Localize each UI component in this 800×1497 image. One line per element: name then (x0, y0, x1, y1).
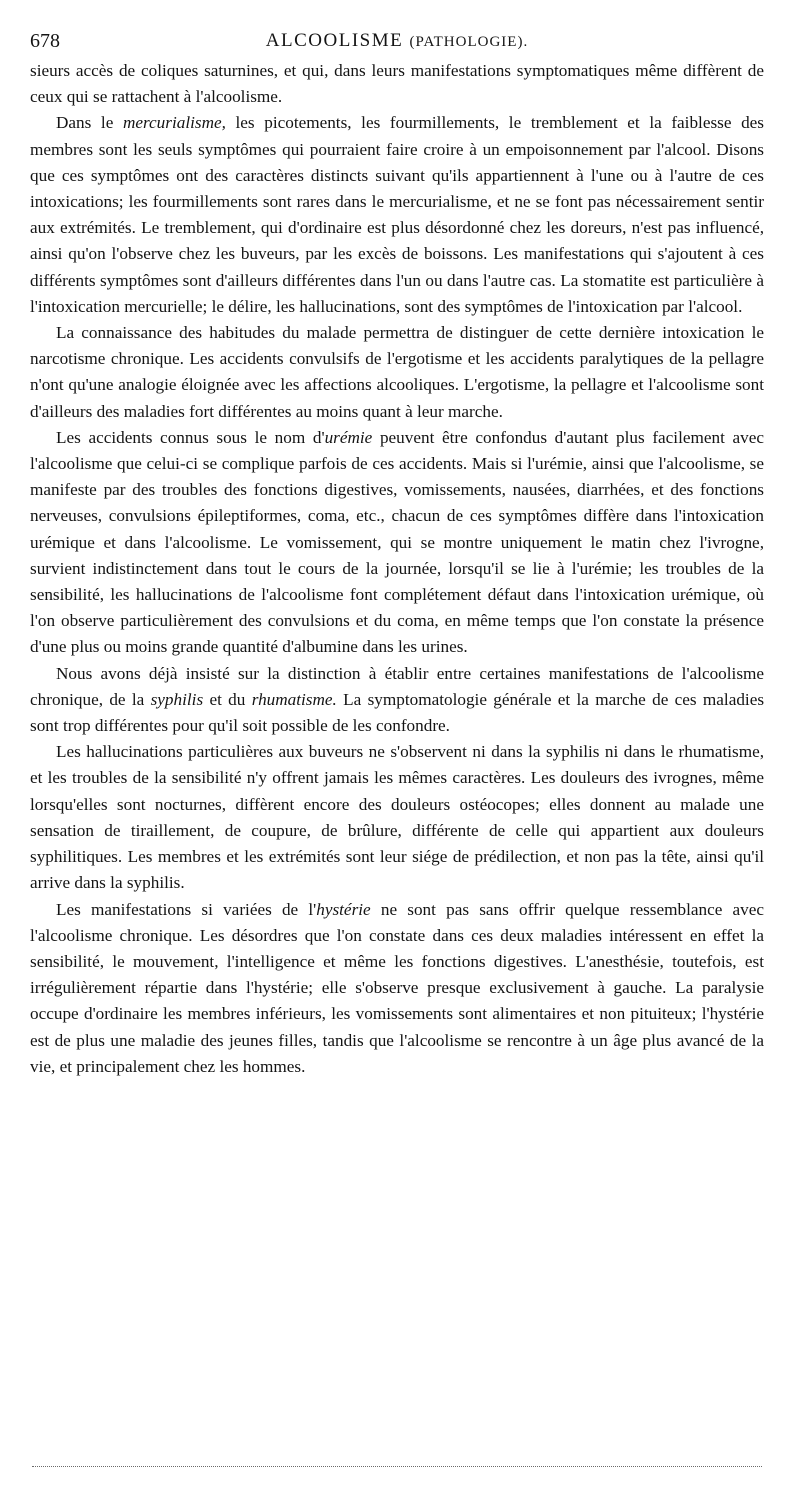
paragraph-hallucinations (30, 739, 764, 896)
italic-term-uremie: urémie (324, 427, 373, 447)
italic-term-hysterie: hystérie (316, 899, 371, 919)
paragraph-mercurialisme (30, 110, 764, 320)
paragraph-1 (30, 58, 764, 110)
text-span: peuvent être confondus d'autant plus facilement avec l'alcoolisme que celui-ci se complique parfois de ces accidents. Mais si l'urémie, ainsi que l'alcoolisme, se manifeste par des troubles des fonctions digestives, vomissements, nausées, diarrhées, et des fonctions nerveuses, convulsions épileptiformes, coma, etc., chacun de ces symptômes diffère dans l'intoxication urémique et dans l'alcoolisme. Le vomissement, qui se montre uniquement le matin chez l'ivrogne, survient indistinctement dans tout le cours de la journée, lorsqu'il se lie à l'urémie; les troubles de la sensibilité, les hallucinations de l'alcoolisme font complétement défaut dans l'intoxication urémique, où l'on observe particulièrement des convulsions et du coma, en même temps que l'on constate la présence d'une plus ou moins grande quantité d'albumine dans les urines. (30, 427, 764, 657)
paragraph-uremie (30, 425, 764, 661)
italic-term-rhumatisme: rhumatisme. (251, 689, 337, 709)
text-span: Nous avons déjà insisté sur la distinction à établir entre certaines manifestations de l'alcoolisme chronique, de la (30, 663, 764, 709)
paragraph-narcotisme (30, 320, 764, 425)
italic-term-syphilis: syphilis (150, 689, 204, 709)
running-title (30, 30, 764, 52)
italic-term-mercurialisme: mercurialisme, (122, 113, 226, 133)
running-head (30, 28, 764, 58)
text-span: sieurs accès de coliques saturnines, et qui, dans leurs manifestations symptomatiques même diffèrent de ceux qui se rattachent à l'alcoolisme. (30, 61, 764, 107)
running-title-main: ALCOOLISME (265, 30, 404, 51)
paragraph-syphilis-rhumatisme (30, 661, 764, 740)
footer-dotted-rule (32, 1466, 762, 1467)
text-span: Les hallucinations particulières aux buveurs ne s'observent ni dans la syphilis ni dans le rhumatisme, et les troubles de la sensibilité n'y offrent jamais les mêmes caractères. Les douleurs des ivrognes, même lorsqu'elles sont nocturnes, diffèrent encore des douleurs ostéocopes; elles donnent au malade une sensation de tiraillement, de coupure, de brûlure, différente de celle qui appartient aux douleurs syphilitiques. Les membres et les extrémités sont leur siége de prédilection, et non pas la tête, ainsi qu'il arrive dans la syphilis. (30, 742, 764, 893)
text-span: Les accidents connus sous le nom d' (56, 427, 325, 447)
body-text (30, 58, 764, 1080)
page-number: 678 (30, 30, 60, 52)
text-span: les picotements, les fourmillements, le tremblement et la faiblesse des membres sont les seuls symptômes qui pourraient faire croire à un empoisonnement par l'alcool. Disons que ces symptômes ont des caractères distincts suivant qu'ils appartiennent à l'une ou à l'autre de ces intoxications; les fourmillements sont rares dans le mercurialisme, et ne se font pas nécessairement sentir aux extrémités. Le tremblement, qui d'ordinaire est plus désordonné chez les doreurs, n'est pas influencé, ainsi qu'on l'observe chez les buveurs, par les excès de boissons. Les manifestations qui s'ajoutent à ces différents symptômes sont d'ailleurs différentes dans l'un ou dans l'autre cas. La stomatite est particulière à l'intoxication mercurielle; le délire, les hallucinations, sont des symptômes de l'intoxication par l'alcool. (30, 113, 764, 316)
paragraph-hysterie (30, 897, 764, 1080)
text-span: et du (203, 689, 252, 709)
page (30, 28, 764, 1080)
text-span: La symptomatologie générale et la marche de ces maladies sont trop différentes pour qu'il soit possible de les confondre. (30, 689, 765, 736)
text-span: La connaissance des habitudes du malade permettra de distinguer de cette dernière intoxication le narcotisme chronique. Les accidents convulsifs de l'ergotisme et les accidents paralytiques de la pellagre n'ont qu'une analogie éloignée avec les affections alcooliques. L'ergotisme, la pellagre et l'alcoolisme sont d'ailleurs des maladies fort différentes au moins quant à leur marche. (30, 323, 764, 421)
text-span: Dans le (56, 113, 123, 133)
text-span: Les manifestations si variées de l' (56, 899, 317, 919)
text-span: ne sont pas sans offrir quelque ressemblance avec l'alcoolisme chronique. Les désordres que l'on constate dans ces deux maladies intéressent en effet la sensibilité, le mouvement, l'intelligence et même les fonctions digestives. L'anesthésie, toutefois, est irrégulièrement répartie dans l'hystérie; elle s'observe presque exclusivement à gauche. La paralysie occupe d'ordinaire les membres inférieurs, les vomissements sont alimentaires et non pituiteux; l'hystérie est de plus une maladie des jeunes filles, tandis que l'alcoolisme se rencontre à un âge plus avancé de la vie, et principalement chez les hommes. (30, 899, 765, 1076)
running-title-subtitle: (PATHOLOGIE). (409, 34, 529, 50)
